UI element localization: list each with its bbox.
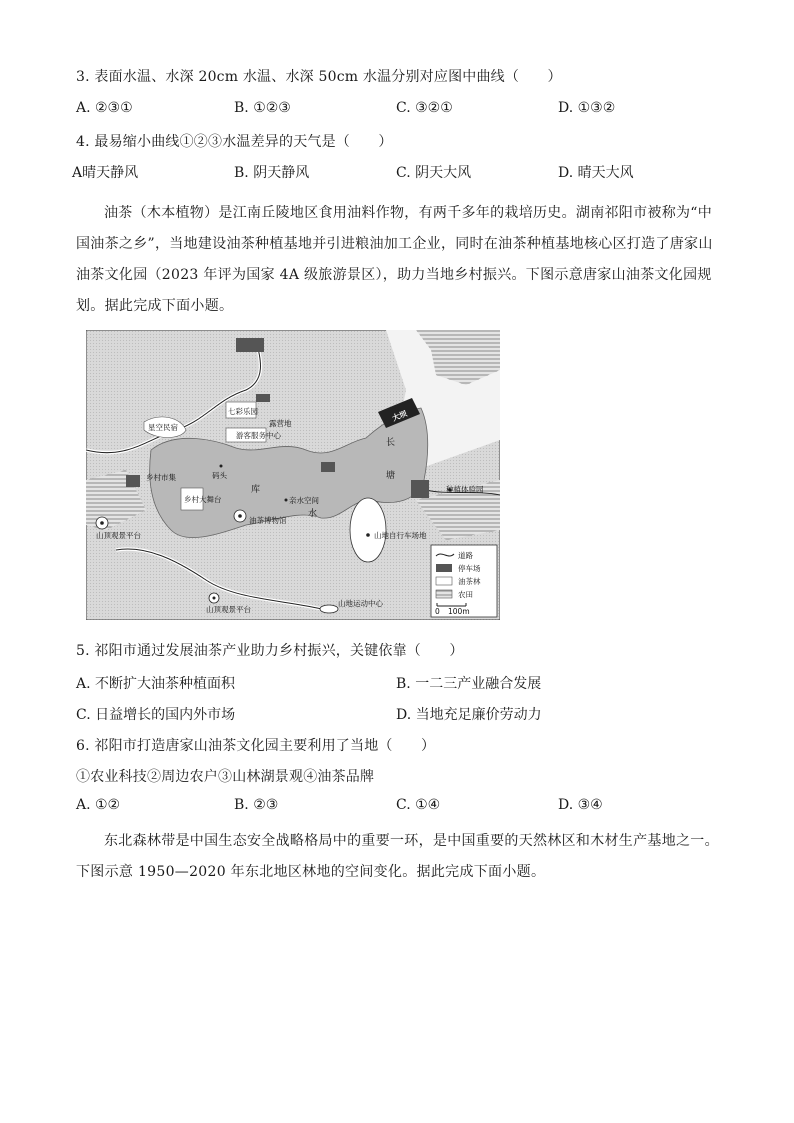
label-dock: 码头 (212, 471, 227, 480)
label-sports-center: 山地运动中心 (338, 599, 383, 608)
park-plan-map (86, 330, 500, 620)
label-village-market: 乡村市集 (146, 473, 176, 482)
label-bike-area: 山地自行车场地 (374, 531, 427, 540)
legend-road: 道路 (458, 551, 473, 560)
q5-option-b: B. 一二三产业融合发展 (396, 676, 542, 692)
label-camp: 露营地 (269, 419, 292, 428)
q3-option-d: D. ①③② (558, 100, 616, 116)
legend-parking: 停车场 (458, 564, 481, 573)
q4-option-b: B. 阴天静风 (234, 165, 310, 181)
q4-option-c: C. 阴天大风 (396, 165, 472, 181)
q6-option-d: D. ③④ (558, 797, 603, 813)
label-hilltop-1: 山顶观景平台 (96, 531, 141, 540)
label-seven-star-park: 七彩乐园 (228, 407, 258, 416)
label-village-stage: 乡村大舞台 (184, 495, 222, 504)
q4-option-d: D. 晴天大风 (558, 165, 634, 181)
legend-farmland: 农田 (458, 590, 473, 599)
scale-zero: 0 (435, 607, 440, 616)
label-shui: 水 (308, 509, 318, 519)
q6-option-a: A. ①② (76, 797, 121, 813)
legend-tea-forest: 油茶林 (458, 577, 481, 586)
label-plant-garden: 种植体验园 (446, 485, 484, 494)
q6-stem: 6. 祁阳市打造唐家山油茶文化园主要利用了当地（ ） (76, 738, 436, 754)
label-visitor-center: 游客服务中心 (236, 431, 281, 440)
q4-stem: 4. 最易缩小曲线①②③水温差异的天气是（ ） (76, 134, 393, 150)
q6-option-b: B. ②③ (234, 797, 279, 813)
label-hilltop-2: 山顶观景平台 (206, 605, 251, 614)
passage-oil-tea: 油茶（木本植物）是江南丘陵地区食用油料作物，有两千多年的栽培历史。湖南祁阳市被称为“中国油茶之乡”，当地建设油茶种植基地并引进粮油加工企业，同时在油茶种植基地核心区打造了唐家山油茶文化园（2023 年评为国家 4A 级旅游景区），助力当地乡村振兴。下图示意唐家山油茶文化园规划。据此完成下面小题。 (76, 205, 713, 314)
dam-label: 大坝 (390, 408, 409, 423)
q6-option-c: C. ①④ (396, 797, 441, 813)
q3-option-a: A. ②③① (76, 100, 133, 116)
passage-northeast-forest: 东北森林带是中国生态安全战略格局中的重要一环，是中国重要的天然林区和木材生产基地之一。下图示意 1950—2020 年东北地区林地的空间变化。据此完成下面小题。 (76, 833, 719, 880)
q6-items: ①农业科技②周边农户③山林湖景观④油茶品牌 (76, 769, 375, 785)
q5-option-d: D. 当地充足廉价劳动力 (396, 707, 542, 723)
map-legend (431, 545, 497, 617)
q3-stem: 3. 表面水温、水深 20cm 水温、水深 50cm 水温分别对应图中曲线（ ） (76, 69, 562, 85)
q3-option-b: B. ①②③ (234, 100, 291, 116)
q5-stem: 5. 祁阳市通过发展油茶产业助力乡村振兴，关键依靠（ ） (76, 643, 464, 659)
label-kiss-water: 亲水空间 (289, 496, 319, 505)
label-tang: 塘 (386, 471, 396, 481)
label-star-lodge: 星空民宿 (148, 423, 178, 432)
q5-option-c: C. 日益增长的国内外市场 (76, 707, 236, 723)
label-chang: 长 (386, 438, 396, 448)
q5-option-a: A. 不断扩大油茶种植面积 (76, 676, 236, 692)
label-oil-tea-museum: 油茶博物馆 (249, 516, 287, 525)
q3-option-c: C. ③②① (396, 100, 453, 116)
q4-option-a: A晴天静风 (72, 165, 139, 181)
label-ku: 库 (251, 485, 261, 495)
scale-distance: 100m (448, 607, 470, 616)
